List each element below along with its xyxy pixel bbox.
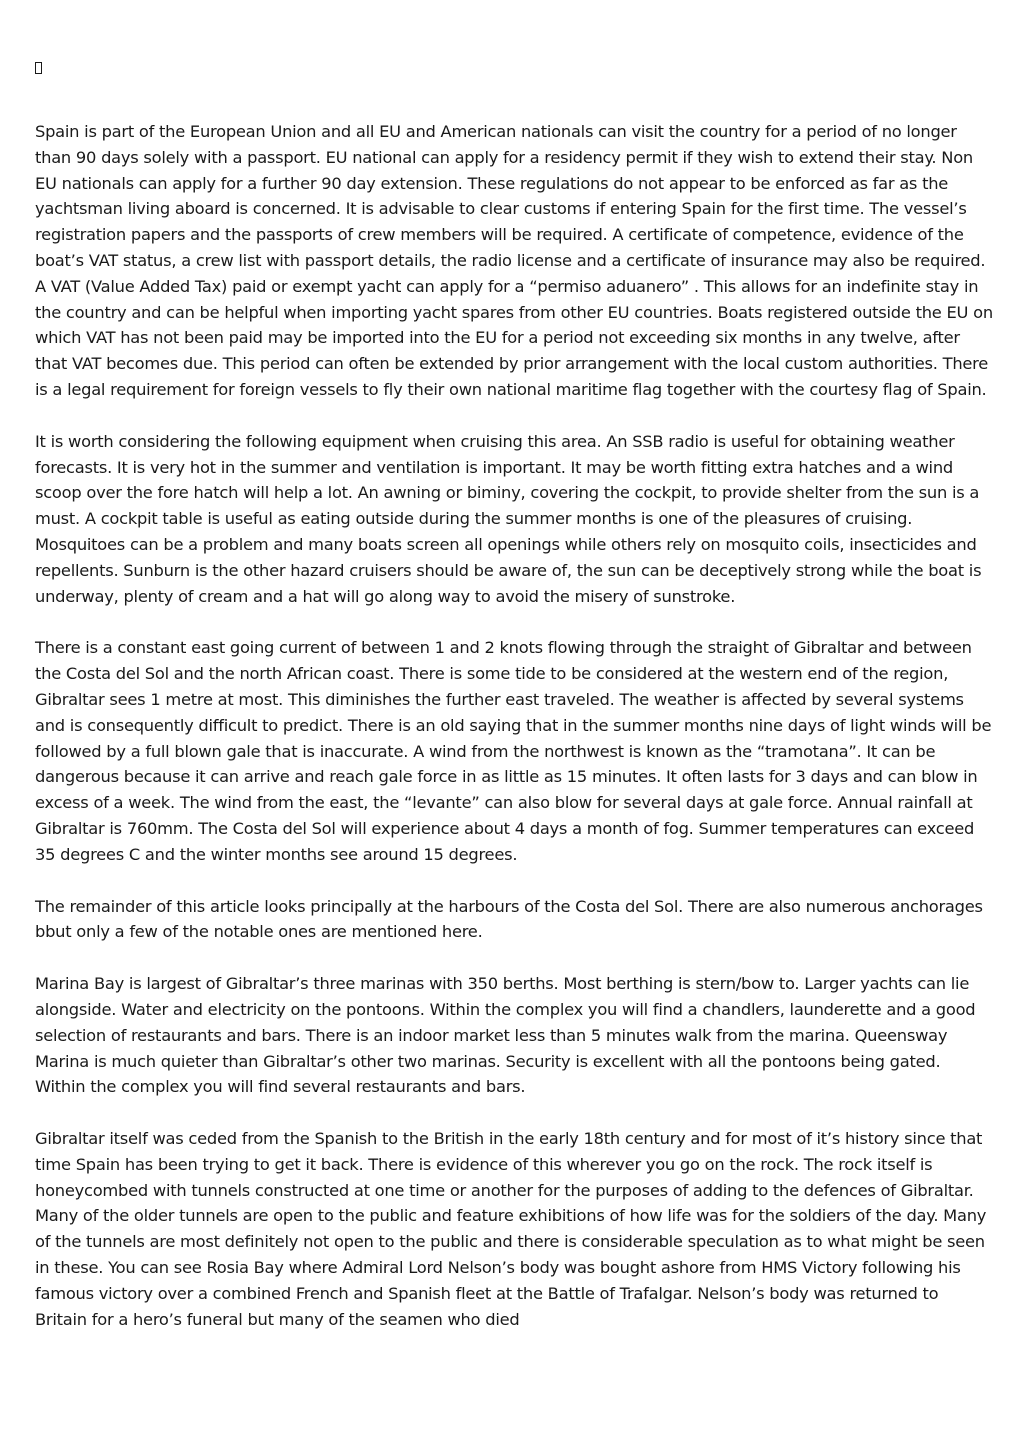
paragraph-article-scope: The remainder of this article looks principally at the harbours of the Costa del Sol. There are also numerous anchorages bbut only a few of the notable ones are mentioned here. [35, 896, 983, 942]
missing-glyph-icon [35, 62, 42, 74]
paragraph-gibraltar-history: Gibraltar itself was ceded from the Spanish to the British in the early 18th century and for most of it’s history since that time Spain has been trying to get it back. There is evidence of this wherever you go on the rock. The rock itself is honeycombed with tunnels constructed at one time or another for the purposes of adding to the defences of Gibraltar. Many of the older tunnels are open to the public and feature exhibitions of how life was for the soldiers of the day. Many of the tunnels are most definitely not open to the public and there is considerable speculation as to what might be seen in these. You can see Rosia Bay where Admiral Lord Nelson’s body was bought ashore from HMS Victory following his famous victory over a combined French and Spanish fleet at the Battle of Trafalgar. Nelson’s body was returned to Britain for a hero’s funeral but many of the seamen who died [35, 1129, 987, 1329]
missing-glyph-row [35, 62, 993, 89]
paragraph-currents-weather: There is a constant east going current of between 1 and 2 knots flowing through the straight of Gibraltar and between the Costa del Sol and the north African coast. There is some tide to be considered at the western end of the region, Gibraltar sees 1 metre at most. This diminishes the further east traveled. The weather is affected by several systems and is consequently difficult to predict. There is an old saying that in the summer months nine days of light winds will be followed by a full blown gale that is inaccurate. A wind from the northwest is known as the “tramotana”. It can be dangerous because it can arrive and reach gale force in as little as 15 minutes. It often lasts for 3 days and can blow in excess of a week. The wind from the east, the “levante” can also blow for several days at gale force. Annual rainfall at Gibraltar is 760mm. The Costa del Sol will experience about 4 days a month of fog. Summer temperatures can exceed 35 degrees C and the winter months see around 15 degrees. [35, 638, 992, 864]
document-page [35, 62, 993, 1332]
paragraph-equipment: It is worth considering the following equipment when cruising this area. An SSB radio is useful for obtaining weather forecasts. It is very hot in the summer and ventilation is important. It may be worth fitting extra hatches and a wind scoop over the fore hatch will help a lot. An awning or biminy, covering the cockpit, to provide shelter from the sun is a must. A cockpit table is useful as eating outside during the summer months is one of the pleasures of cruising. Mosquitoes can be a problem and many boats screen all openings while others rely on mosquito coils, insecticides and repellents. Sunburn is the other hazard cruisers should be aware of, the sun can be deceptively strong while the boat is underway, plenty of cream and a hat will go along way to avoid the misery of sunstroke. [35, 431, 982, 606]
paragraph-marinas: Marina Bay is largest of Gibraltar’s three marinas with 350 berths. Most berthing is stern/bow to. Larger yachts can lie alongside. Water and electricity on the pontoons. Within the complex you will find a chandlers, launderette and a good selection of restaurants and bars. There is an indoor market less than 5 minutes walk from the marina. Queensway Marina is much quieter than Gibraltar’s other two marinas. Security is excellent with all the pontoons being gated. Within the complex you will find several restaurants and bars. [35, 974, 976, 1097]
paragraph-entry-requirements: Spain is part of the European Union and all EU and American nationals can visit the country for a period of no longer than 90 days solely with a passport. EU national can apply for a residency permit if they wish to extend their stay. Non EU nationals can apply for a further 90 day extension. These regulations do not appear to be enforced as far as the yachtsman living aboard is concerned. It is advisable to clear customs if entering Spain for the first time. The vessel’s registration papers and the passports of crew members will be required. A certificate of competence, evidence of the boat’s VAT status, a crew list with passport details, the radio license and a certificate of insurance may also be required. A VAT (Value Added Tax) paid or exempt yacht can apply for a “permiso aduanero” . This allows for an indefinite stay in the country and can be helpful when importing yacht spares from other EU countries. Boats registered outside the EU on which VAT has not been paid may be imported into the EU for a period not exceeding six months in any twelve, after that VAT becomes due. This period can often be extended by prior arrangement with the local custom authorities. There is a legal requirement for foreign vessels to fly their own national maritime flag together with the courtesy flag of Spain. [35, 122, 993, 399]
